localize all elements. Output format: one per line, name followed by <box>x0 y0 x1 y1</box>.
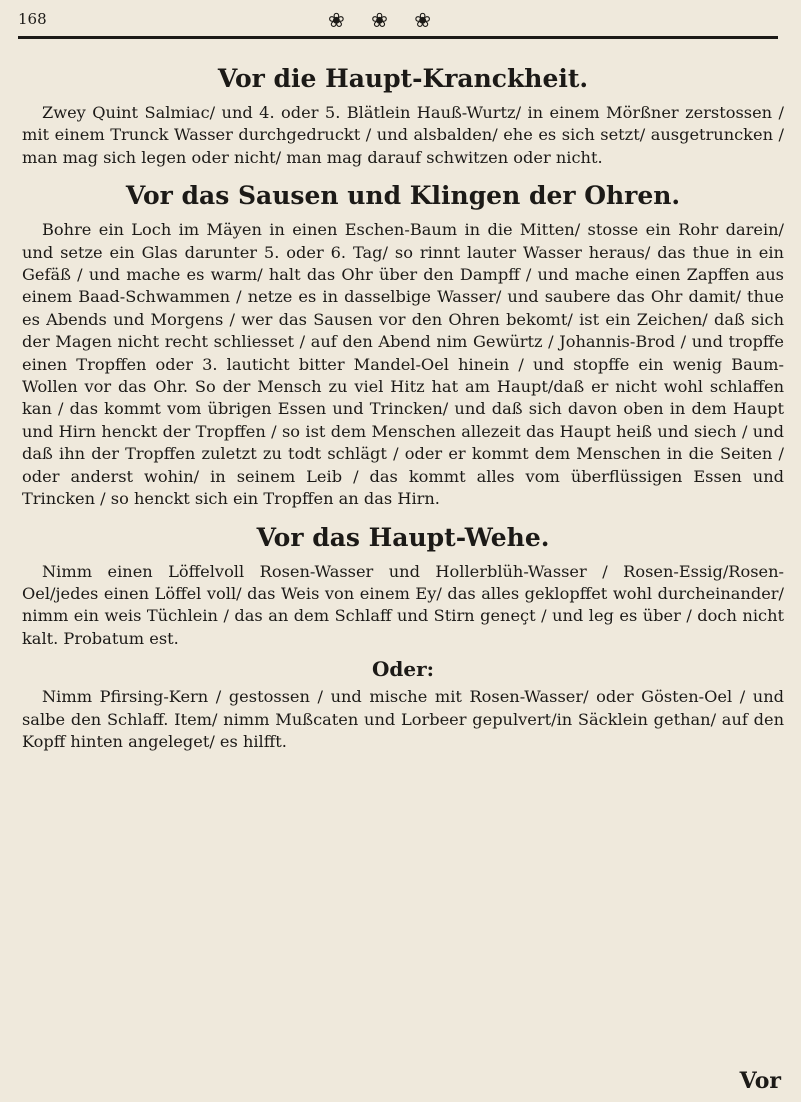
page-number: 168 <box>18 10 47 28</box>
section-body-ohren: Bohre ein Loch im Mäyen in einen Eschen-Baum in die Mitten/ stosse ein Rohr darein/ und setze ein Glas darunter 5. oder 6. Tag/ so rinnt lauter Wasser heraus/ das thue in ein Gefäß / und mache es warm/ halt das Ohr über den Dampff / und mache einen Zapffen aus einem Baad-Schwammen / netze es in dasselbige Wasser/ und saubere das Ohr damit/ thue es Abends und Morgens / wer das Sausen vor den Ohren bekomt/ ist ein Zeichen/ daß sich der Magen nicht recht schliesset / auf den Abend nim Gewürtz / Johannis-Brod / und tropffe einen Tropffen oder 3. lauticht bitter Mandel-Oel hinein / und stopffe ein wenig Baum-Wollen vor das Ohr. So der Mensch zu viel Hitz hat am Haupt/daß er nicht wohl schlaffen kan / das kommt vom übrigen Essen und Trincken/ und daß sich davon oben in dem Haupt und Hirn henckt der Tropffen / so ist dem Menschen allezeit das Haupt heiß und siech / und daß ihn der Tropffen zuletzt zu todt schlägt / oder er kommt dem Menschen in die Seiten / oder anderst wohin/ in seinem Leib / das kommt alles vom überflüssigen Essen und Trincken / so henckt sich ein Tropffen an das Hirn. <box>22 220 784 509</box>
header-ornament: ❀ ❀ ❀ <box>328 8 441 32</box>
section-body-oder: Nimm Pfirsing-Kern / gestossen / und mische mit Rosen-Wasser/ oder Gösten-Oel / und salbe den Schlaff. Item/ nimm Mußcaten und Lorbeer gepulvert/in Säcklein gethan/ auf den Kopff hinten angeleget/ es hilfft. <box>22 687 784 751</box>
section-heading-oder: Oder: <box>371 657 435 682</box>
section-heading-haupt-wehe: Vor das Haupt-Wehe. <box>256 522 550 552</box>
header-rule <box>18 36 778 39</box>
catchword: Vor <box>739 1068 781 1094</box>
section-body-haupt-wehe: Nimm einen Löffelvoll Rosen-Wasser und Hollerblüh-Wasser / Rosen-Essig/Rosen-Oel/jedes einen Löffel voll/ das Weis von einem Ey/ das alles geklopffet wohl durcheinander/ nimm ein weis Tüchlein / das an dem Schlaff und Stirn geneçt / und leg es über / doch nicht kalt. Probatum est. <box>22 561 784 648</box>
page-header <box>18 10 778 46</box>
section-body-haupt-kranckheit: Zwey Quint Salmiac/ und 4. oder 5. Blätlein Hauß-Wurtz/ in einem Mörßner zerstossen / mit einem Trunck Wasser durchgedruckt / und alsbalden/ ehe es sich setzt/ ausgetruncken / man mag sich legen oder nicht/ man mag darauf schwitzen oder nicht. <box>22 103 784 167</box>
page-content <box>22 52 784 753</box>
section-heading-haupt-kranckheit: Vor die Haupt-Kranckheit. <box>217 64 589 93</box>
section-heading-ohren: Vor das Sausen und Klingen der Ohren. <box>125 181 681 211</box>
